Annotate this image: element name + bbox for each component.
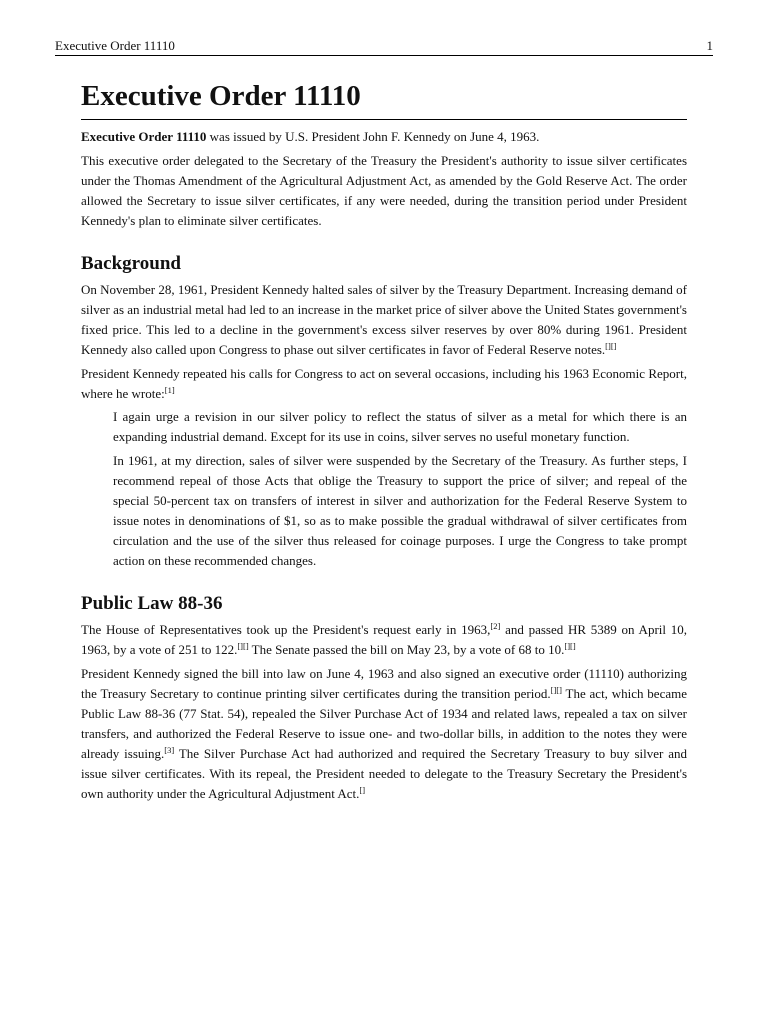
citation-ref[interactable]: [][] [237, 641, 249, 651]
public-law-paragraph-1: The House of Representatives took up the President's request early in 1963,[2] and passed HR 5389 on April 10, 1963, by a vote of 251 to 122.[][] The Senate passed the bill on May 23, by a vote of 68 to 10.[][] [81, 621, 687, 657]
page-title: Executive Order 11110 [81, 78, 687, 120]
citation-ref[interactable]: [][] [605, 341, 617, 351]
intro-paragraph-2: This executive order delegated to the Secretary of the Treasury the President's authority to issue silver certificates under the Thomas Amendment of the Agricultural Adjustment Act, as amended by the Gold Reserve Act. The order allowed the Secretary to issue silver certificates, if any were needed, during the transition period under President Kennedy's plan to eliminate silver certificates. [81, 153, 687, 228]
article-body [81, 78, 687, 804]
intro-paragraph: Executive Order 11110 was issued by U.S. President John F. Kennedy on June 4, 1963. [81, 129, 540, 144]
running-title: Executive Order 11110 [55, 38, 175, 53]
quote-paragraph-1: I again urge a revision in our silver policy to reflect the status of silver as a metal for which there is an expanding industrial demand. Except for its use in coins, silver serves no useful monetary function. [113, 409, 687, 444]
citation-ref[interactable]: [][] [564, 641, 576, 651]
public-law-paragraph-2: President Kennedy signed the bill into law on June 4, 1963 and also signed an executive order (11110) authorizing the Treasury Secretary to continue printing silver certificates during the transition period.[][] The act, which became Public Law 88-36 (77 Stat. 54), repealed the Silver Purchase Act of 1934 and related laws, repealed a tax on silver transfers, and authorized the Federal Reserve to issue one- and two-dollar bills, in addition to the notes they were already issuing.[3] The Silver Purchase Act had authorized and required the Secretary Treasury to buy silver and issue silver certificates. With its repeal, the President needed to delegate to the Treasury Secretary the President's own authority under the Agricultural Adjustment Act.[] [81, 666, 688, 801]
page-number: 1 [706, 38, 713, 53]
quote-paragraph-2: In 1961, at my direction, sales of silver were suspended by the Secretary of the Treasury. As further steps, I recommend repeal of those Acts that oblige the Treasury to support the price of silver; and repeal of the special 50-percent tax on transfers of interest in silver and authorization for the Federal Reserve System to issue notes in denominations of $1, so as to make possible the gradual withdrawal of silver certificates from circulation and the use of the silver thus released for coinage purposes. I urge the Congress to take prompt action on these recommended changes. [113, 453, 687, 568]
block-quote [113, 407, 687, 571]
citation-ref[interactable]: [] [359, 785, 366, 795]
citation-ref[interactable]: [2] [490, 621, 501, 631]
background-paragraph-2: President Kennedy repeated his calls for Congress to act on several occasions, including his 1963 Economic Report, where he wrote:[1] [81, 366, 687, 401]
citation-ref[interactable]: [3] [164, 745, 175, 755]
section-heading-public-law: Public Law 88-36 [81, 593, 223, 614]
running-header [55, 38, 713, 56]
lead-bold-term: Executive Order 11110 [81, 129, 207, 144]
background-paragraph-1: On November 28, 1961, President Kennedy halted sales of silver by the Treasury Department. Increasing demand of silver as an industrial metal had led to an increase in the market price of silver above the United States government's fixed price. This led to a decline in the government's excess silver reserves by over 80% during 1961. President Kennedy also called upon Congress to phase out silver certificates in favor of Federal Reserve notes.[][] [81, 282, 687, 357]
citation-ref[interactable]: [][] [550, 685, 562, 695]
section-heading-background: Background [81, 253, 181, 274]
citation-ref[interactable]: [1] [164, 385, 175, 395]
